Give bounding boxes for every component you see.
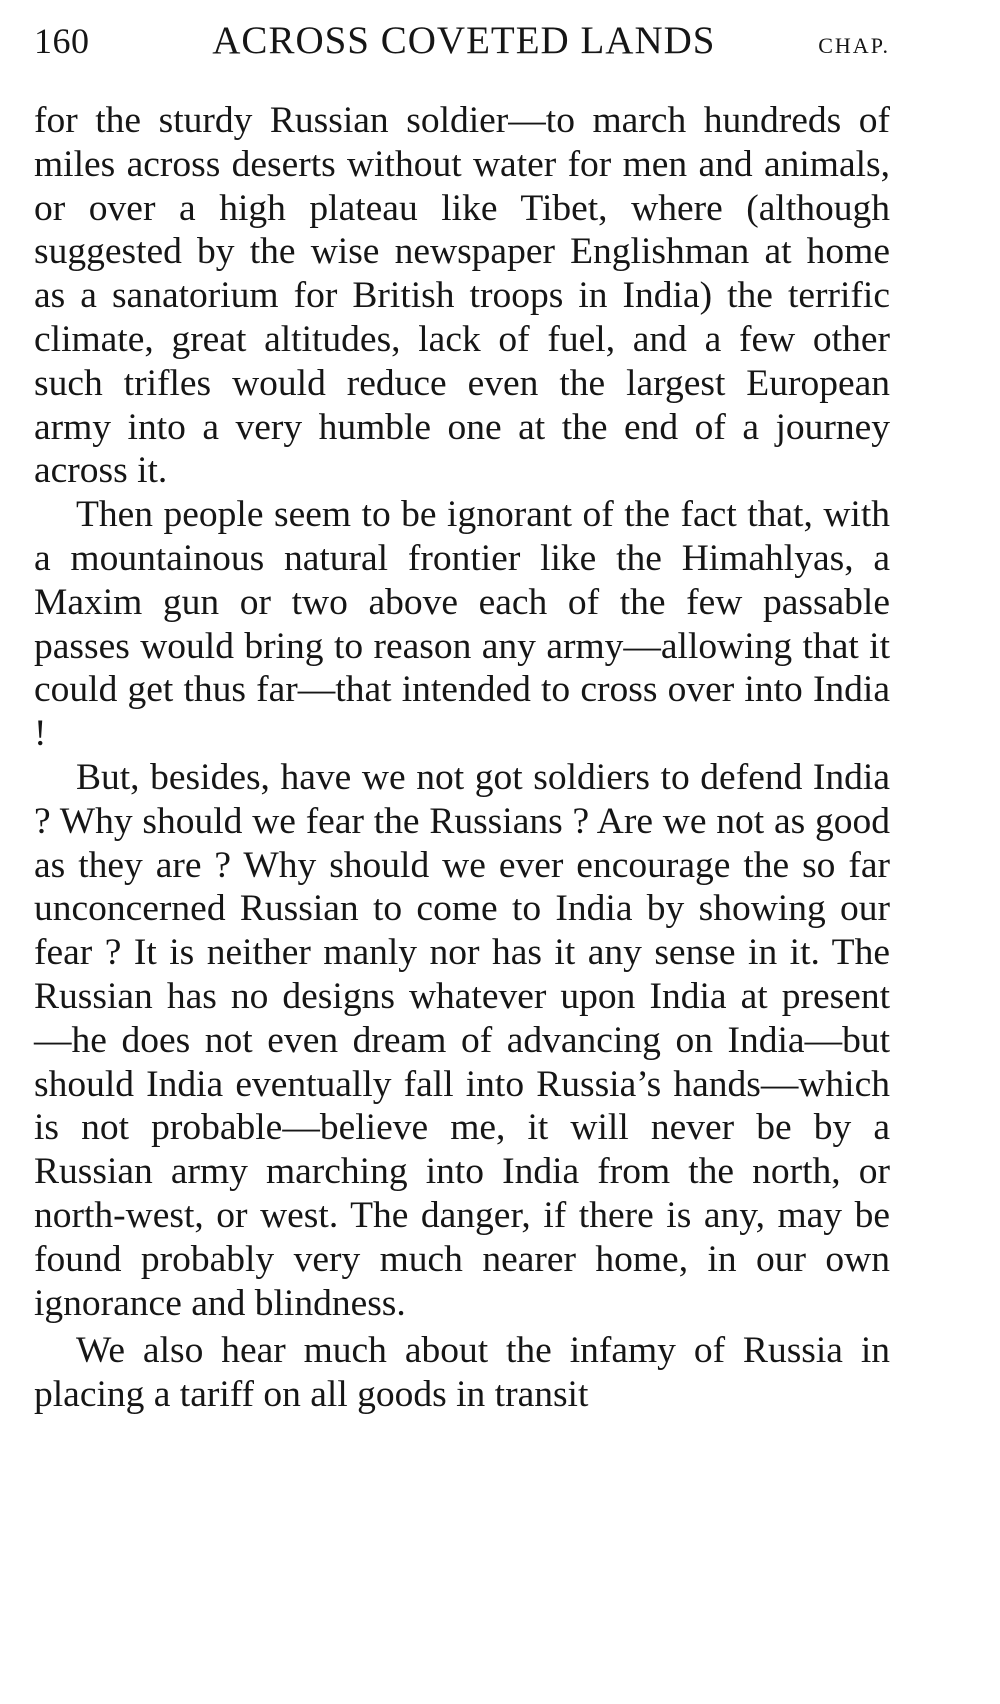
chapter-label: CHAP. [818,33,890,58]
page-number: 160 [34,21,90,61]
body-text [34,99,890,1417]
running-head [34,18,890,78]
book-title: ACROSS COVETED LANDS [212,19,716,62]
paragraph-frontier: Then people seem to be ignorant of the fact that, with a mountainous natural frontier like the Himahlyas, a Maxim gun or two above each of the few passable passes would bring to reason any army—allowing that it could get thus far—that intended to cross over into India ! [34,494,890,755]
paragraph-tariff: We also hear much about the infamy of Russia in placing a tariff on all goods in transit [34,1330,890,1416]
paragraph-soldiers: But, besides, have we not got soldiers to defend India ? Why should we fear the Russians ? Are we not as good as they are ? Why should we ever encourage the so far unconcerned Russian to come to India by showing our fear ? It is neither manly nor has it any sense in it. The Russian has no designs whatever upon India at present—he does not even dream of advancing on India—but should India eventually fall into Russia’s hands—which is not probable—believe me, it will never be by a Russian army marching into India from the north, or north-west, or west. The danger, if there is any, may be found probably very much nearer home, in our own ignorance and blindness. [34,756,890,1324]
paragraph-continued: for the sturdy Russian soldier—to march hundreds of miles across deserts without water for men and animals, or over a high plateau like Tibet, where (although suggested by the wise newspaper Englishman at home as a sanatorium for British troops in India) the terrific climate, great altitudes, lack of fuel, and a few other such trifles would reduce even the largest European army into a very humble one at the end of a journey across it. [34,100,890,492]
